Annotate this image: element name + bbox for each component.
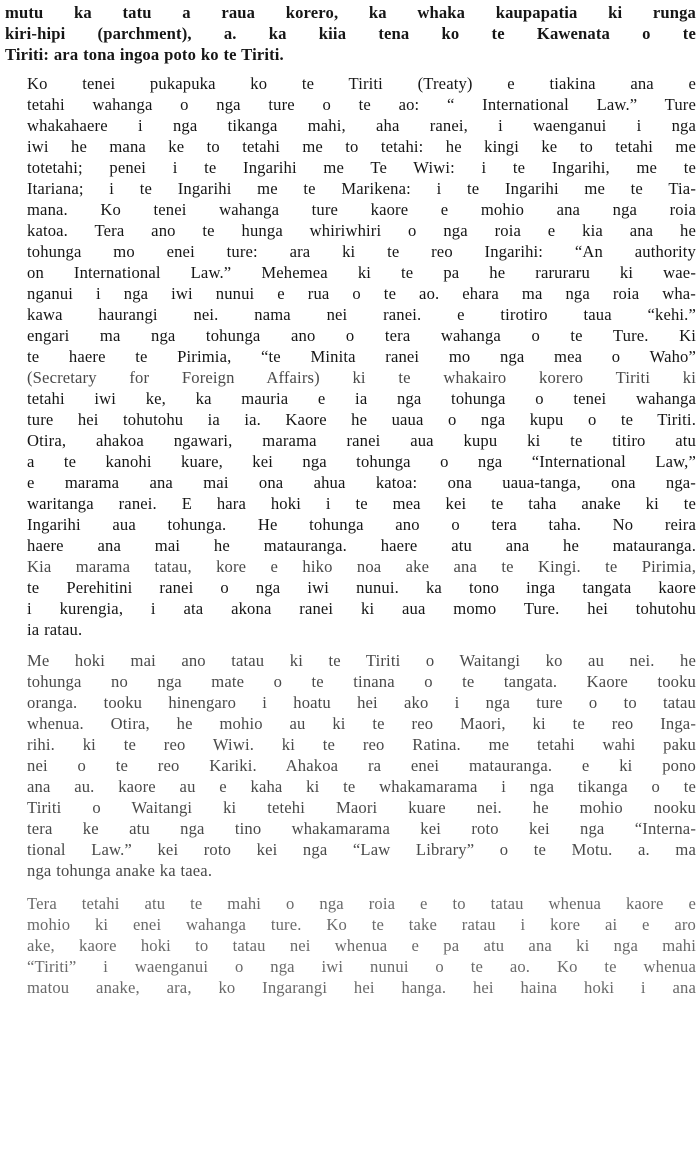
text-line: Tiriti: ara tona ingoa poto ko te Tiriti. — [5, 45, 284, 64]
text-line: totetahi; penei i te Ingarihi me Te Wiwi: i te Ingarihi, me te — [27, 158, 696, 177]
text-line: (Secretary for Foreign Affairs) ki te whakairo korero Tiriti ki — [27, 368, 696, 387]
paragraph-lawyers — [5, 893, 696, 998]
text-line: Me hoki mai ano tatau ki te Tiriti o Waitangi ko au nei. he — [27, 651, 696, 670]
paragraph-international-law — [5, 73, 696, 640]
text-line: tetahi wahanga o nga ture o te ao: “ International Law.” Ture — [27, 95, 696, 114]
text-line: oranga. tooku hinengaro i hoatu hei ako i nga ture o to tatau — [27, 693, 696, 712]
text-line: engari ma nga tohunga ano o tera wahanga o te Ture. Ki — [27, 326, 696, 345]
text-line: Ingarihi aua tohunga. He tohunga ano o tera taha. No reira — [27, 515, 696, 534]
text-line: Otira, ahakoa ngawari, marama ranei aua kupu ki te titiro atu — [27, 431, 696, 450]
text-line: e marama ana mai ona ahua katoa: ona uaua-tanga, ona nga- — [27, 473, 696, 492]
text-line: “Tiriti” i waenganui o nga iwi nunui o te ao. Ko te whenua — [27, 957, 696, 976]
text-line: rihi. ki te reo Wiwi. ki te reo Ratina. me tetahi wahi paku — [27, 735, 696, 754]
text-line: Tera tetahi atu te mahi o nga roia e to tatau whenua kaore e — [27, 894, 696, 913]
text-line: whakahaere i nga tikanga mahi, aha ranei, i waenganui i nga — [27, 116, 696, 135]
text-line: Ko tenei pukapuka ko te Tiriti (Treaty) e tiakina ana e — [27, 74, 696, 93]
text-line: tional Law.” kei roto kei nga “Law Library” o te Motu. a. ma — [27, 840, 696, 859]
paragraph-waitangi-author — [5, 650, 696, 881]
text-line: nganui i nga iwi nunui e rua o te ao. ehara ma nga roia wha- — [27, 284, 696, 303]
text-line: tetahi iwi ke, ka mauria e ia nga tohunga o tenei wahanga — [27, 389, 696, 408]
text-line: nei o te reo Kariki. Ahakoa ra enei matauranga. e ki pono — [27, 756, 696, 775]
text-line: te Perehitini ranei o nga iwi nunui. ka tono inga tangata kaore — [27, 578, 696, 597]
text-line: ana au. kaore au e kaha ki te whakamarama i nga tikanga o te — [27, 777, 696, 796]
text-line: te haere te Pirimia, “te Minita ranei mo nga mea o Waho” — [27, 347, 696, 366]
text-line: mutu ka tatu a raua korero, ka whaka kaupapatia ki runga — [5, 3, 696, 22]
text-line: kawa haurangi nei. nama nei ranei. e tirotiro taua “kehi.” — [27, 305, 696, 324]
text-line: tohunga no nga mate o te tinana o te tangata. Kaore tooku — [27, 672, 696, 691]
text-line: kiri-hipi (parchment), a. ka kiia tena ko te Kawenata o te — [5, 24, 696, 43]
text-line: on International Law.” Mehemea ki te pa he raruraru ki wae- — [27, 263, 696, 282]
text-line: whenua. Otira, he mohio au ki te reo Maori, ki te reo Inga- — [27, 714, 696, 733]
text-line: nga tohunga anake ka taea. — [27, 861, 213, 880]
text-line: i kurengia, i ata akona ranei ki aua momo Ture. hei tohutohu — [27, 599, 696, 618]
text-line: ia ratau. — [27, 620, 83, 639]
text-line: mana. Ko tenei wahanga ture kaore e mohio ana nga roia — [27, 200, 696, 219]
text-line: mohio ki enei wahanga ture. Ko te take ratau i kore ai e aro — [27, 915, 696, 934]
text-line: ture hei tohutohu ia ia. Kaore he uaua o nga kupu o te Tiriti. — [27, 410, 696, 429]
text-line: tohunga mo enei ture: ara ki te reo Ingarihi: “An authority — [27, 242, 696, 261]
text-line: waritanga ranei. E hara hoki i te mea kei te taha anake ki te — [27, 494, 696, 513]
text-line: matou anake, ara, ko Ingarangi hei hanga. hei haina hoki i ana — [27, 978, 696, 997]
text-line: Tiriti o Waitangi ki tetehi Maori kuare nei. he mohio nooku — [27, 798, 696, 817]
text-line: haere ana mai he matauranga. haere atu ana he matauranga. — [27, 536, 696, 555]
paragraph-treaty-intro — [5, 2, 696, 65]
text-line: Itariana; i te Ingarihi me te Marikena: i te Ingarihi me te Tia- — [27, 179, 696, 198]
text-line: katoa. Tera ano te hunga whiriwhiri o nga roia e kia ana he — [27, 221, 696, 240]
text-line: iwi he mana ke to tetahi me to tetahi: he kingi ke to tetahi me — [27, 137, 696, 156]
text-line: a te kanohi kuare, kei nga tohunga o nga “International Law,” — [27, 452, 696, 471]
text-line: ake, kaore hoki to tatau nei whenua e pa atu ana ki nga mahi — [27, 936, 696, 955]
text-line: Kia marama tatau, kore e hiko noa ake ana te Kingi. te Pirimia, — [27, 557, 696, 576]
text-line: tera ke atu nga tino whakamarama kei roto kei nga “Interna- — [27, 819, 696, 838]
